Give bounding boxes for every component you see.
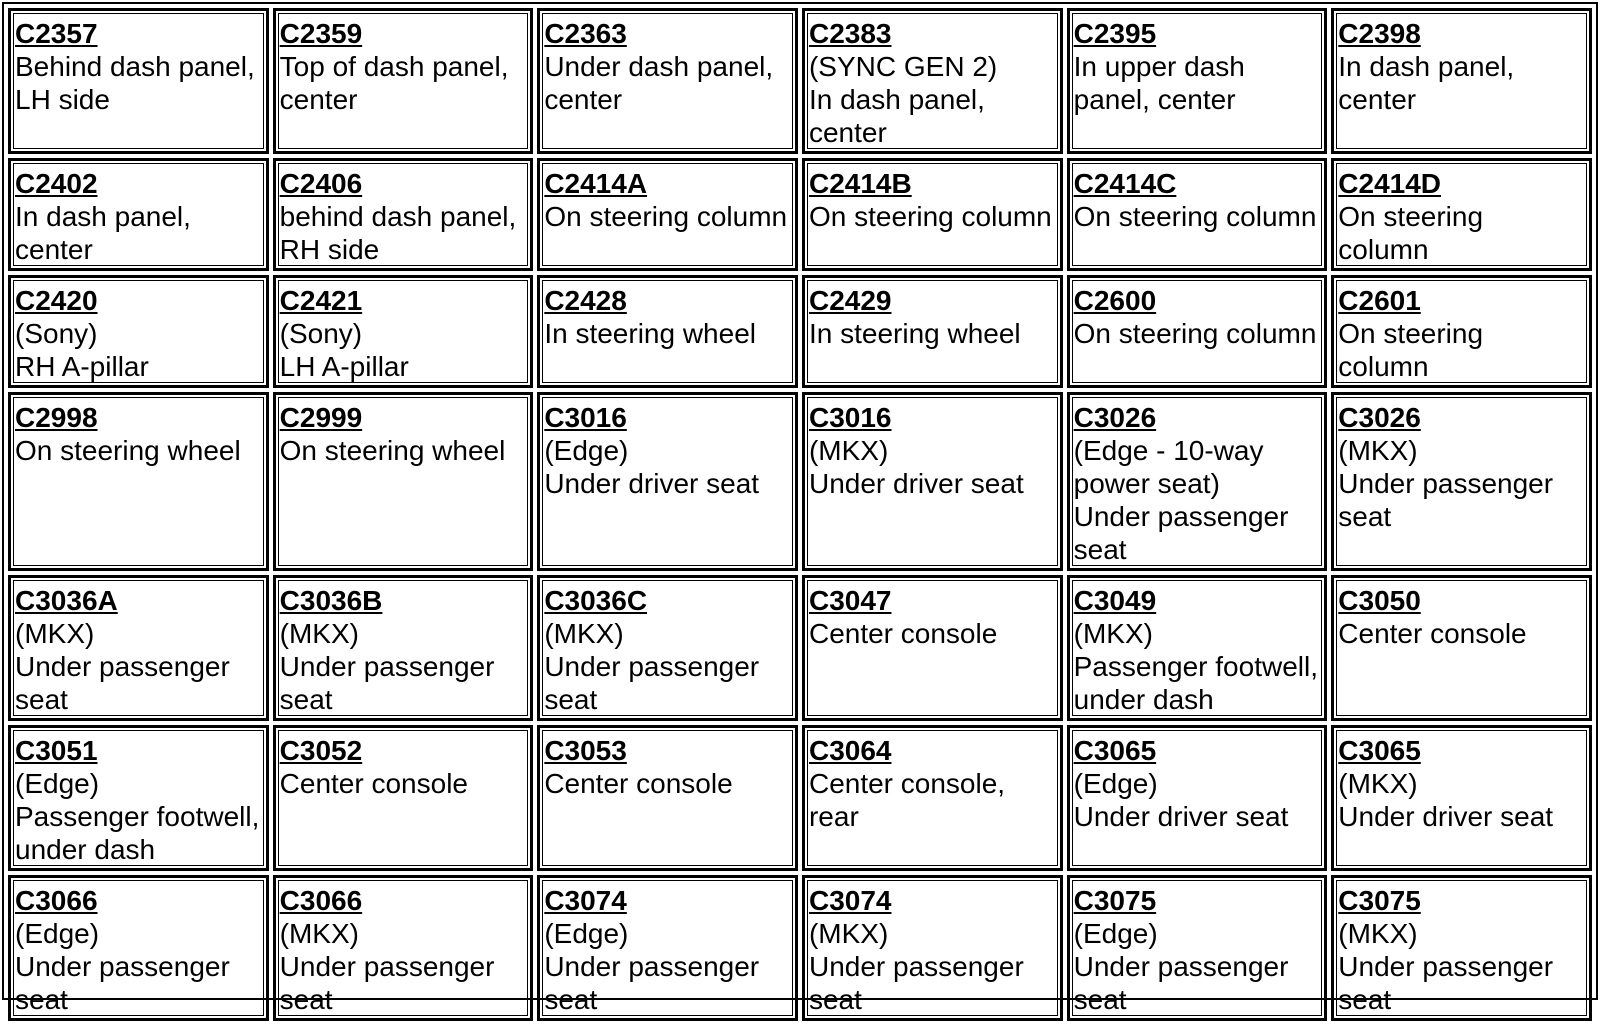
location-text: Center console — [1338, 618, 1527, 649]
location-text: (Sony) — [15, 318, 98, 349]
location-text: seat — [808, 984, 862, 1015]
location-text: Center console — [279, 768, 468, 799]
connector-cell — [1067, 275, 1328, 388]
location-text: center — [15, 234, 93, 265]
connector-cell — [802, 392, 1063, 571]
location-text: (SYNC GEN 2) — [808, 51, 998, 82]
connector-cell — [1067, 875, 1328, 1021]
location-text: Under driver seat — [808, 468, 1024, 499]
connector-cell — [802, 875, 1063, 1021]
location-text: under dash — [15, 834, 156, 865]
location-text: Under driver seat — [544, 468, 760, 499]
connector-cell — [802, 575, 1063, 721]
connector-code: C2414C — [1073, 168, 1177, 199]
connector-cell — [8, 392, 269, 571]
connector-code: C3066 — [15, 885, 98, 916]
location-text: power seat) — [1073, 468, 1220, 499]
location-text: (Edge - 10-way — [1073, 435, 1264, 466]
location-text: Passenger footwell, — [15, 801, 260, 832]
connector-code: C2998 — [15, 402, 98, 433]
connector-code: C3074 — [544, 885, 627, 916]
connector-cell — [537, 575, 798, 721]
location-text: center — [808, 117, 887, 148]
location-text: seat — [1338, 984, 1392, 1015]
connector-cell — [537, 158, 798, 271]
table-row — [8, 392, 1592, 571]
location-text: seat — [279, 684, 333, 715]
connector-code: C2429 — [808, 285, 892, 316]
location-text: (MKX) — [1073, 618, 1153, 649]
connector-code: C2363 — [544, 18, 627, 49]
connector-cell — [273, 575, 534, 721]
location-text: Center console, — [808, 768, 1006, 799]
location-text: behind dash panel, — [279, 201, 517, 232]
location-text: (Edge) — [544, 918, 629, 949]
location-text: (MKX) — [279, 618, 359, 649]
location-text: seat — [1338, 501, 1392, 532]
location-text: Under passenger — [279, 651, 495, 682]
location-text: On steering wheel — [279, 435, 506, 466]
connector-code: C2383 — [808, 18, 892, 49]
connector-cell — [273, 392, 534, 571]
connector-code: C3051 — [15, 735, 98, 766]
location-text: Under passenger — [15, 651, 230, 682]
connector-code: C3036A — [15, 585, 118, 616]
connector-cell — [8, 158, 269, 271]
connector-location-table-frame — [2, 2, 1598, 1015]
location-text: Under driver seat — [1073, 801, 1289, 832]
location-text: On steering — [1338, 318, 1484, 349]
connector-cell — [1331, 158, 1592, 271]
location-text: Under dash panel, — [544, 51, 774, 82]
connector-cell — [537, 8, 798, 154]
location-text: On steering column — [808, 201, 1052, 232]
location-text: Under passenger — [808, 951, 1024, 982]
location-text: Under driver seat — [1338, 801, 1554, 832]
location-text: seat — [1073, 984, 1127, 1015]
location-text: Under passenger — [279, 951, 495, 982]
connector-cell — [8, 875, 269, 1021]
location-text: In dash panel, — [1338, 51, 1515, 82]
connector-code: C3049 — [1073, 585, 1157, 616]
connector-code: C2421 — [279, 285, 363, 316]
connector-code: C2414B — [808, 168, 912, 199]
connector-cell — [273, 8, 534, 154]
connector-code: C2420 — [15, 285, 98, 316]
location-text: Under passenger — [1073, 501, 1289, 532]
location-text: (Edge) — [15, 918, 100, 949]
location-text: seat — [544, 684, 598, 715]
connector-code: C3016 — [544, 402, 627, 433]
connector-cell — [1067, 725, 1328, 871]
connector-code: C3036C — [544, 585, 648, 616]
location-text: Center console — [808, 618, 998, 649]
connector-cell — [8, 275, 269, 388]
location-text: column — [1338, 351, 1429, 382]
location-text: (MKX) — [1338, 768, 1418, 799]
connector-code: C3050 — [1338, 585, 1421, 616]
connector-cell — [802, 8, 1063, 154]
location-text: (Edge) — [15, 768, 100, 799]
connector-cell — [802, 725, 1063, 871]
connector-code: C2398 — [1338, 18, 1421, 49]
connector-code: C2999 — [279, 402, 363, 433]
connector-cell — [802, 158, 1063, 271]
connector-code: C3075 — [1073, 885, 1157, 916]
connector-cell — [537, 725, 798, 871]
location-text: rear — [808, 801, 859, 832]
table-row — [8, 158, 1592, 271]
location-text: (Edge) — [1073, 918, 1158, 949]
connector-code: C2428 — [544, 285, 627, 316]
location-text: seat — [15, 684, 68, 715]
connector-cell — [8, 575, 269, 721]
location-text: LH side — [15, 84, 110, 115]
location-text: (MKX) — [15, 618, 95, 649]
connector-cell — [273, 725, 534, 871]
connector-cell — [537, 392, 798, 571]
location-text: center — [1338, 84, 1417, 115]
connector-code: C2357 — [15, 18, 98, 49]
connector-code: C3026 — [1073, 402, 1157, 433]
connector-code: C3036B — [279, 585, 383, 616]
connector-code: C3016 — [808, 402, 892, 433]
connector-cell — [1331, 725, 1592, 871]
location-text: (MKX) — [808, 435, 889, 466]
location-text: Center console — [544, 768, 733, 799]
location-text: In dash panel, — [808, 84, 985, 115]
location-text: column — [1338, 234, 1429, 265]
location-text: under dash — [1073, 684, 1214, 715]
location-text: Under passenger — [544, 951, 760, 982]
location-text: seat — [544, 984, 598, 1015]
connector-code: C2600 — [1073, 285, 1157, 316]
location-text: (MKX) — [544, 618, 624, 649]
location-text: Under passenger — [15, 951, 230, 982]
connector-code: C3065 — [1073, 735, 1157, 766]
connector-cell — [1331, 875, 1592, 1021]
connector-code: C2414D — [1338, 168, 1442, 199]
connector-cell — [1331, 575, 1592, 721]
connector-code: C3074 — [808, 885, 892, 916]
connector-code: C2601 — [1338, 285, 1421, 316]
connector-code: C3047 — [808, 585, 892, 616]
table-row — [8, 275, 1592, 388]
location-text: seat — [279, 984, 333, 1015]
table-row — [8, 575, 1592, 721]
connector-cell — [537, 275, 798, 388]
connector-cell — [1067, 8, 1328, 154]
table-row — [8, 875, 1592, 1021]
connector-cell — [1067, 575, 1328, 721]
connector-code: C3052 — [279, 735, 363, 766]
location-text: In steering wheel — [808, 318, 1021, 349]
connector-cell — [273, 275, 534, 388]
location-text: Under passenger — [544, 651, 760, 682]
location-text: On steering column — [1073, 201, 1317, 232]
connector-code: C2402 — [15, 168, 98, 199]
connector-code: C3066 — [279, 885, 363, 916]
location-text: RH side — [279, 234, 380, 265]
connector-code: C2395 — [1073, 18, 1157, 49]
location-text: seat — [1073, 534, 1127, 565]
connector-cell — [537, 875, 798, 1021]
location-text: Behind dash panel, — [15, 51, 255, 82]
location-text: On steering wheel — [15, 435, 241, 466]
location-text: Under passenger — [1338, 468, 1554, 499]
connector-cell — [1067, 392, 1328, 571]
connector-cell — [1331, 392, 1592, 571]
location-text: (Edge) — [544, 435, 629, 466]
location-text: center — [279, 84, 358, 115]
connector-code: C3064 — [808, 735, 892, 766]
location-text: On steering column — [1073, 318, 1317, 349]
connector-code: C2359 — [279, 18, 363, 49]
table-body — [8, 8, 1592, 1021]
location-text: In steering wheel — [544, 318, 756, 349]
table-row — [8, 8, 1592, 154]
location-text: Top of dash panel, — [279, 51, 509, 82]
location-text: Under passenger — [1338, 951, 1554, 982]
location-text: (MKX) — [808, 918, 889, 949]
connector-location-table — [4, 4, 1596, 1025]
location-text: center — [544, 84, 623, 115]
connector-cell — [1067, 158, 1328, 271]
connector-code: C2406 — [279, 168, 363, 199]
connector-cell — [8, 725, 269, 871]
location-text: panel, center — [1073, 84, 1236, 115]
connector-code: C2414A — [544, 168, 648, 199]
connector-cell — [802, 275, 1063, 388]
location-text: On steering column — [544, 201, 788, 232]
location-text: Under passenger — [1073, 951, 1289, 982]
connector-cell — [273, 875, 534, 1021]
connector-cell — [1331, 275, 1592, 388]
connector-code: C3075 — [1338, 885, 1421, 916]
location-text: Passenger footwell, — [1073, 651, 1318, 682]
location-text: (Edge) — [1073, 768, 1158, 799]
connector-code: C3053 — [544, 735, 627, 766]
table-row — [8, 725, 1592, 871]
connector-code: C3065 — [1338, 735, 1421, 766]
location-text: RH A-pillar — [15, 351, 149, 382]
location-text: (Sony) — [279, 318, 363, 349]
location-text: LH A-pillar — [279, 351, 409, 382]
location-text: (MKX) — [1338, 918, 1418, 949]
location-text: (MKX) — [1338, 435, 1418, 466]
location-text: In dash panel, — [15, 201, 191, 232]
connector-cell — [8, 8, 269, 154]
location-text: (MKX) — [279, 918, 359, 949]
connector-cell — [1331, 8, 1592, 154]
location-text: In upper dash — [1073, 51, 1245, 82]
location-text: seat — [15, 984, 68, 1015]
location-text: On steering — [1338, 201, 1484, 232]
connector-code: C3026 — [1338, 402, 1421, 433]
connector-cell — [273, 158, 534, 271]
